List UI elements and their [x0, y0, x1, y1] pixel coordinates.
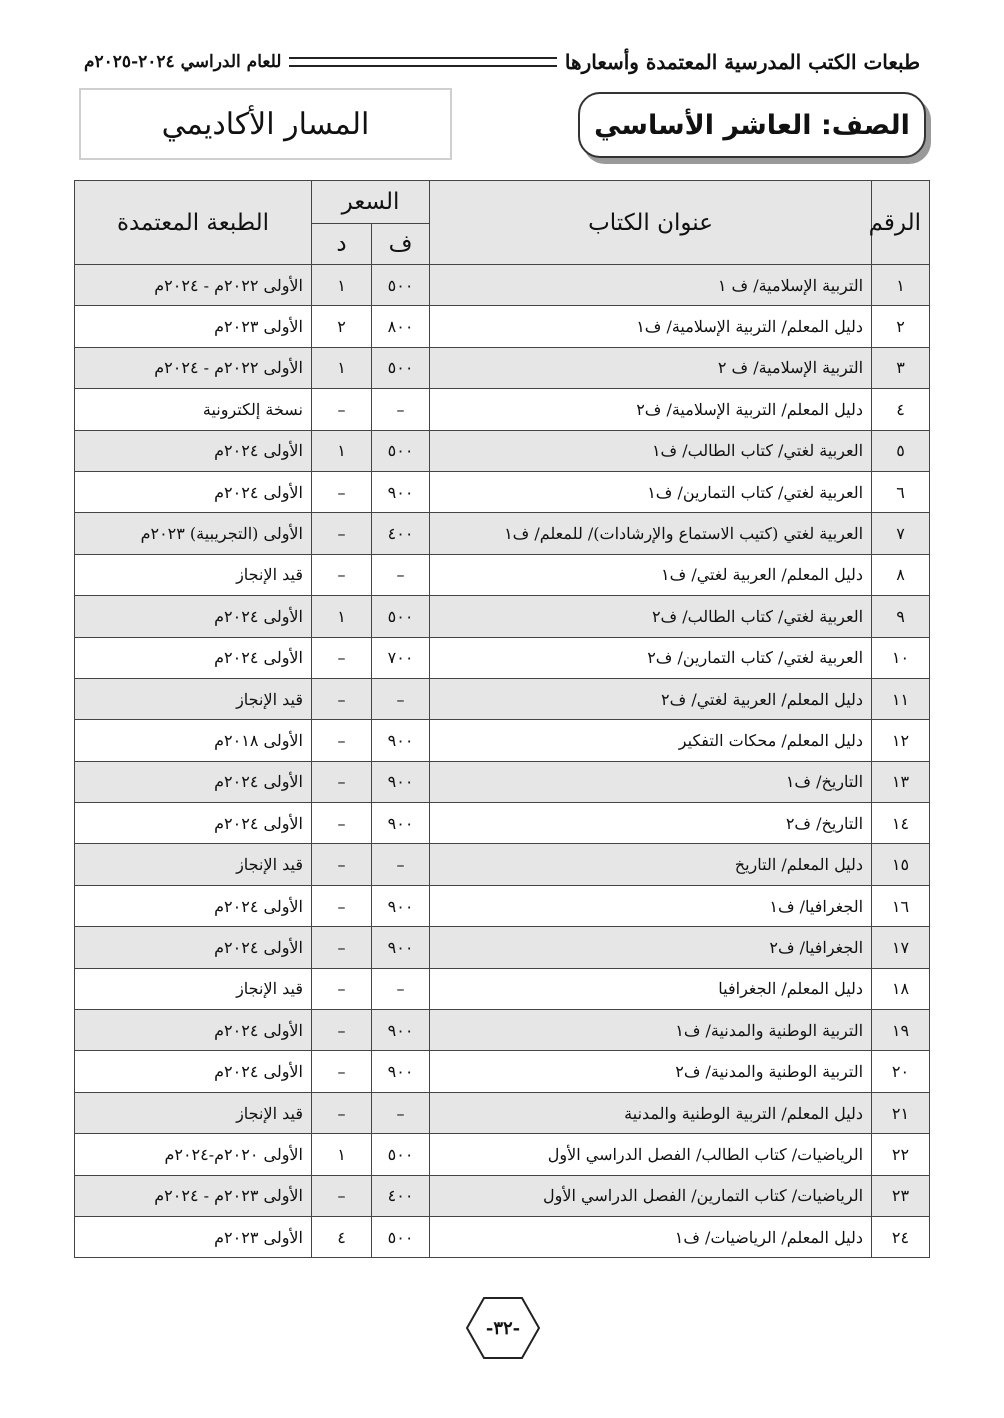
table-row [75, 306, 930, 347]
table-row [75, 927, 930, 968]
cell-num: ٩ [872, 596, 930, 637]
cell-f: ٧٠٠ [372, 637, 430, 678]
cell-d: – [312, 1051, 372, 1092]
cell-title: العربية لغتي (كتيب الاستماع والإرشادات)/ للمعلم/ ف١ [430, 513, 872, 554]
cell-edition: الأولى ٢٠٢٤م [75, 803, 312, 844]
cell-d: ١ [312, 265, 372, 306]
track-label: المسار الأكاديمي [79, 88, 452, 160]
cell-num: ٣ [872, 347, 930, 388]
cell-num: ٤ [872, 389, 930, 430]
cell-title: دليل المعلم/ التربية الإسلامية/ ف١ [430, 306, 872, 347]
cell-edition: قيد الإنجاز [75, 844, 312, 885]
cell-d: – [312, 803, 372, 844]
cell-d: – [312, 761, 372, 802]
cell-num: ١٧ [872, 927, 930, 968]
cell-f: ٩٠٠ [372, 1051, 430, 1092]
cell-edition: قيد الإنجاز [75, 968, 312, 1009]
cell-f: ٥٠٠ [372, 1134, 430, 1175]
cell-d: – [312, 678, 372, 719]
cell-title: الجغرافيا/ ف١ [430, 885, 872, 926]
table-row [75, 1051, 930, 1092]
table-row [75, 803, 930, 844]
header-title: طبعات الكتب المدرسية المعتمدة وأسعارها [564, 50, 920, 74]
cell-d: – [312, 637, 372, 678]
cell-f: ٩٠٠ [372, 927, 430, 968]
cell-d: – [312, 720, 372, 761]
cell-num: ١٤ [872, 803, 930, 844]
cell-d: ٢ [312, 306, 372, 347]
table-row [75, 1010, 930, 1051]
cell-edition: قيد الإنجاز [75, 1092, 312, 1133]
cell-edition: الأولى ٢٠٢٠م-٢٠٢٤م [75, 1134, 312, 1175]
page-number-badge [465, 1296, 541, 1360]
cell-edition: الأولى ٢٠٢٣م [75, 306, 312, 347]
cell-num: ٢٠ [872, 1051, 930, 1092]
cell-edition: الأولى (التجريبية) ٢٠٢٣م [75, 513, 312, 554]
cell-title: العربية لغتي/ كتاب التمارين/ ف١ [430, 471, 872, 512]
cell-edition: الأولى ٢٠٢٣م [75, 1216, 312, 1257]
cell-f: – [372, 844, 430, 885]
table-row [75, 885, 930, 926]
cell-edition: الأولى ٢٠٢٤م [75, 927, 312, 968]
header-num: الرقم [872, 181, 930, 265]
header-price: السعر [312, 181, 430, 224]
cell-num: ١٩ [872, 1010, 930, 1051]
cell-num: ٢٣ [872, 1175, 930, 1216]
cell-num: ٨ [872, 554, 930, 595]
cell-d: ٤ [312, 1216, 372, 1257]
cell-edition: الأولى ٢٠٢٤م [75, 885, 312, 926]
table-row [75, 678, 930, 719]
cell-edition: قيد الإنجاز [75, 678, 312, 719]
cell-f: ٩٠٠ [372, 803, 430, 844]
cell-d: ١ [312, 430, 372, 471]
cell-f: ٩٠٠ [372, 885, 430, 926]
cell-edition: الأولى ٢٠٢٤م [75, 471, 312, 512]
cell-d: – [312, 927, 372, 968]
header-year: للعام الدراسي ٢٠٢٤-٢٠٢٥م [84, 52, 282, 72]
cell-title: العربية لغتي/ كتاب التمارين/ ف٢ [430, 637, 872, 678]
table-row [75, 637, 930, 678]
cell-title: التربية الوطنية والمدنية/ ف٢ [430, 1051, 872, 1092]
cell-title: دليل المعلم/ الجغرافيا [430, 968, 872, 1009]
cell-num: ١٨ [872, 968, 930, 1009]
cell-title: دليل المعلم/ العربية لغتي/ ف٢ [430, 678, 872, 719]
cell-f: ٩٠٠ [372, 761, 430, 802]
cell-num: ٦ [872, 471, 930, 512]
cell-f: – [372, 554, 430, 595]
cell-d: – [312, 1092, 372, 1133]
cell-edition: الأولى ٢٠٢٤م [75, 1051, 312, 1092]
cell-edition: الأولى ٢٠٢٤م [75, 430, 312, 471]
cell-num: ١٥ [872, 844, 930, 885]
table-row [75, 471, 930, 512]
table-row [75, 761, 930, 802]
header-price-f: ف [372, 224, 430, 265]
header-price-d: د [312, 224, 372, 265]
cell-title: دليل المعلم/ الرياضيات/ ف١ [430, 1216, 872, 1257]
cell-f: ٥٠٠ [372, 430, 430, 471]
header-edition: الطبعة المعتمدة [75, 181, 312, 265]
cell-title: دليل المعلم/ التربية الإسلامية/ ف٢ [430, 389, 872, 430]
grade-label: الصف: العاشر الأساسي [578, 92, 926, 158]
cell-title: الرياضيات/ كتاب التمارين/ الفصل الدراسي الأول [430, 1175, 872, 1216]
table-row [75, 1092, 930, 1133]
cell-d: – [312, 968, 372, 1009]
cell-edition: الأولى ٢٠٢٤م [75, 637, 312, 678]
cell-num: ١٣ [872, 761, 930, 802]
cell-f: – [372, 389, 430, 430]
table-row [75, 513, 930, 554]
cell-title: العربية لغتي/ كتاب الطالب/ ف٢ [430, 596, 872, 637]
cell-title: التاريخ/ ف١ [430, 761, 872, 802]
cell-d: – [312, 389, 372, 430]
cell-title: دليل المعلم/ العربية لغتي/ ف١ [430, 554, 872, 595]
cell-d: – [312, 471, 372, 512]
cell-title: دليل المعلم/ محكات التفكير [430, 720, 872, 761]
cell-title: دليل المعلم/ التاريخ [430, 844, 872, 885]
cell-f: ٥٠٠ [372, 265, 430, 306]
cell-num: ١٢ [872, 720, 930, 761]
cell-num: ٧ [872, 513, 930, 554]
cell-f: ٤٠٠ [372, 1175, 430, 1216]
cell-num: ١١ [872, 678, 930, 719]
books-table [74, 180, 930, 1258]
cell-d: ١ [312, 1134, 372, 1175]
cell-num: ٢١ [872, 1092, 930, 1133]
cell-d: – [312, 513, 372, 554]
table-row [75, 1216, 930, 1257]
cell-edition: قيد الإنجاز [75, 554, 312, 595]
table-row [75, 554, 930, 595]
table-row [75, 720, 930, 761]
cell-f: ٩٠٠ [372, 720, 430, 761]
cell-title: دليل المعلم/ التربية الوطنية والمدنية [430, 1092, 872, 1133]
cell-f: ٥٠٠ [372, 1216, 430, 1257]
table-row [75, 347, 930, 388]
table-row [75, 265, 930, 306]
table-row [75, 844, 930, 885]
cell-edition: الأولى ٢٠٢٣م - ٢٠٢٤م [75, 1175, 312, 1216]
cell-d: – [312, 885, 372, 926]
cell-edition: الأولى ٢٠٢٤م [75, 1010, 312, 1051]
cell-title: الجغرافيا/ ف٢ [430, 927, 872, 968]
cell-num: ١ [872, 265, 930, 306]
cell-title: التربية الإسلامية/ ف ٢ [430, 347, 872, 388]
table-row [75, 1134, 930, 1175]
cell-f: ٩٠٠ [372, 1010, 430, 1051]
cell-title: العربية لغتي/ كتاب الطالب/ ف١ [430, 430, 872, 471]
cell-num: ١٠ [872, 637, 930, 678]
cell-edition: نسخة إلكترونية [75, 389, 312, 430]
cell-f: ٥٠٠ [372, 596, 430, 637]
cell-f: ٩٠٠ [372, 471, 430, 512]
cell-f: – [372, 1092, 430, 1133]
cell-num: ٢ [872, 306, 930, 347]
cell-title: التاريخ/ ف٢ [430, 803, 872, 844]
cell-f: ٥٠٠ [372, 347, 430, 388]
cell-title: التربية الإسلامية/ ف ١ [430, 265, 872, 306]
cell-d: ١ [312, 347, 372, 388]
cell-f: – [372, 678, 430, 719]
cell-d: ١ [312, 596, 372, 637]
page-header [84, 38, 920, 86]
cell-d: – [312, 554, 372, 595]
cell-d: – [312, 1010, 372, 1051]
cell-num: ٥ [872, 430, 930, 471]
cell-num: ٢٢ [872, 1134, 930, 1175]
page-number: -٣٢- [485, 1317, 521, 1339]
table-row [75, 968, 930, 1009]
cell-d: – [312, 1175, 372, 1216]
table-row [75, 1175, 930, 1216]
cell-title: الرياضيات/ كتاب الطالب/ الفصل الدراسي الأول [430, 1134, 872, 1175]
cell-edition: الأولى ٢٠٢٤م [75, 596, 312, 637]
cell-f: ٤٠٠ [372, 513, 430, 554]
header-rule [289, 57, 557, 67]
cell-num: ١٦ [872, 885, 930, 926]
cell-edition: الأولى ٢٠٢٤م [75, 761, 312, 802]
cell-f: – [372, 968, 430, 1009]
table-row [75, 430, 930, 471]
table-row [75, 596, 930, 637]
header-title: عنوان الكتاب [430, 181, 872, 265]
cell-title: التربية الوطنية والمدنية/ ف١ [430, 1010, 872, 1051]
cell-f: ٨٠٠ [372, 306, 430, 347]
cell-edition: الأولى ٢٠٢٢م - ٢٠٢٤م [75, 265, 312, 306]
table-row [75, 389, 930, 430]
cell-edition: الأولى ٢٠١٨م [75, 720, 312, 761]
cell-edition: الأولى ٢٠٢٢م - ٢٠٢٤م [75, 347, 312, 388]
cell-num: ٢٤ [872, 1216, 930, 1257]
cell-d: – [312, 844, 372, 885]
